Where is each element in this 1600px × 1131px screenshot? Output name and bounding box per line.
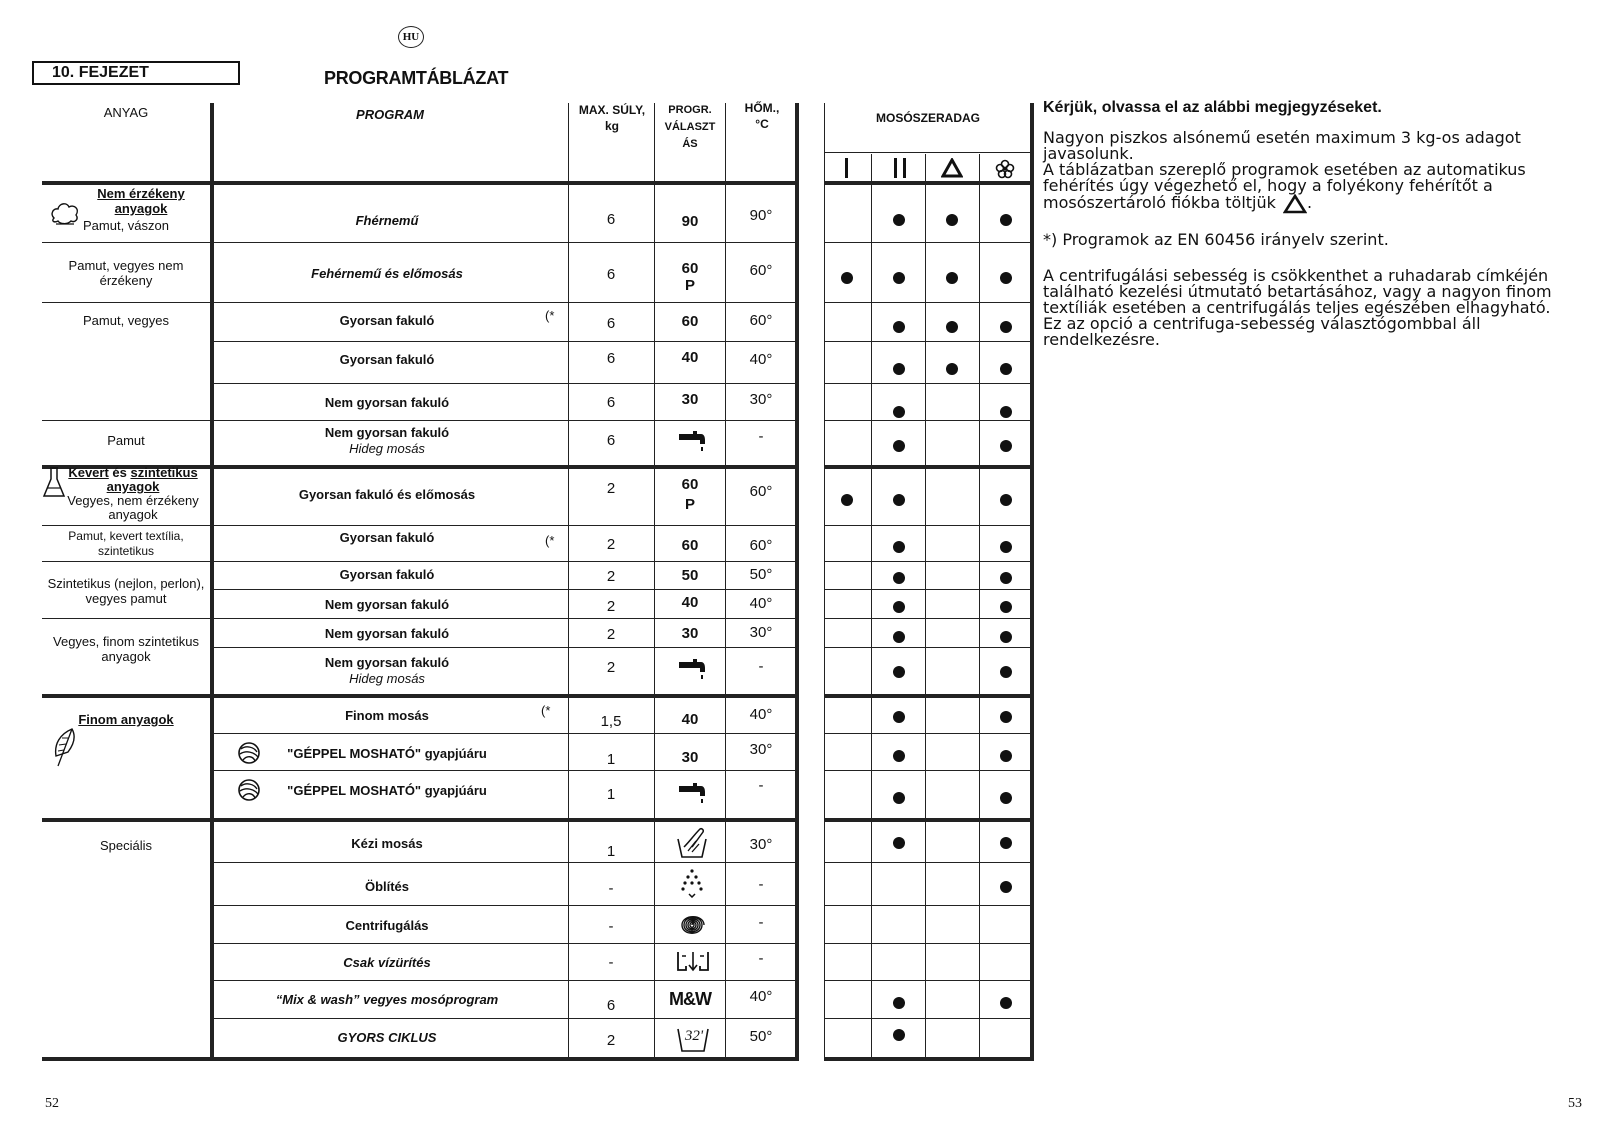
page-number-left: 52 <box>45 1096 59 1111</box>
column-header-temperature: HŐM., °C <box>744 101 780 131</box>
material-heading: Nem érzékeny anyagok <box>97 186 185 216</box>
temperature-value: - <box>758 428 764 445</box>
temperature-value: 60° <box>749 312 773 329</box>
drain-icon <box>676 948 710 978</box>
selector-value: 40 <box>681 349 699 366</box>
max-weight-value: 2 <box>606 659 616 676</box>
temperature-value: 60° <box>749 262 773 279</box>
dot <box>1000 750 1012 762</box>
dot <box>1000 494 1012 506</box>
dot <box>893 750 905 762</box>
dot <box>841 494 853 506</box>
temperature-value: 50° <box>749 1028 773 1045</box>
dot <box>1000 321 1012 333</box>
dot <box>1000 440 1012 452</box>
dot <box>1000 997 1012 1009</box>
column-header-selector: PROGR. VÁLASZT ÁS <box>664 104 716 150</box>
temperature-value: 30° <box>749 741 773 758</box>
dot <box>893 440 905 452</box>
program-name: Fhérnemű <box>355 213 419 228</box>
program-name: Nem gyorsan fakuló Hideg mosás <box>324 425 450 456</box>
dot <box>1000 837 1012 849</box>
material-heading: Finom anyagok <box>78 712 174 727</box>
program-name: Nem gyorsan fakuló Hideg mosás <box>324 655 450 686</box>
dot <box>1000 666 1012 678</box>
max-weight-value: 2 <box>606 480 616 497</box>
max-weight-value: 1,5 <box>600 713 622 730</box>
dot <box>1000 363 1012 375</box>
temperature-value: 40° <box>749 351 773 368</box>
dot <box>1000 792 1012 804</box>
program-name: GYORS CIKLUS <box>337 1030 437 1045</box>
softener-flower-icon <box>995 159 1015 179</box>
column-header-material: ANYAG <box>103 105 149 120</box>
max-weight-value: 1 <box>606 786 616 803</box>
program-name: "GÉPPEL MOSHATÓ" gyapjúáru <box>287 783 487 798</box>
material-cotton: Pamut <box>107 433 145 448</box>
rinse-icon <box>679 868 705 898</box>
max-weight-value: 2 <box>606 568 616 585</box>
cold-tap-icon <box>677 428 707 452</box>
program-name: “Mix & wash” vegyes mosóprogram <box>275 992 499 1007</box>
material-delicates-heading <box>42 712 210 727</box>
selector-value: 60 <box>681 537 699 554</box>
material-delicate-synthetic: Vegyes, finom szintetikus anyagok <box>53 634 199 664</box>
material-special: Speciális <box>99 838 153 853</box>
dot <box>893 997 905 1009</box>
column-header-program: PROGRAM <box>356 107 424 122</box>
notes-paragraph-1: Nagyon piszkos alsónemű esetén maximum 3 kg-os adagot javasolunk. <box>1043 128 1521 163</box>
dot <box>1000 711 1012 723</box>
program-name: Nem gyorsan fakuló <box>324 626 450 641</box>
max-weight-value: 6 <box>606 394 616 411</box>
dot <box>893 572 905 584</box>
dot <box>1000 881 1012 893</box>
detergent-slot-main-wash-icon <box>894 158 906 178</box>
max-weight-value: 6 <box>606 315 616 332</box>
dot <box>893 541 905 553</box>
program-name: Kézi mosás <box>351 836 423 851</box>
material-heading: Kevert és szintetikus anyagok <box>68 465 198 494</box>
selector-value: 30 <box>681 749 699 766</box>
dot <box>893 321 905 333</box>
detergent-slot-prewash-icon <box>845 158 848 178</box>
max-weight-value: 2 <box>606 598 616 615</box>
dot <box>893 363 905 375</box>
material-synthetic-heading <box>42 466 210 522</box>
dot <box>893 601 905 613</box>
temperature-value: 30° <box>749 836 773 853</box>
quick-cycle-label: 32' <box>684 1028 704 1044</box>
bleach-triangle-icon <box>1283 194 1307 214</box>
temperature-value: 40° <box>749 706 773 723</box>
material-synthetic-nylon: Szintetikus (nejlon, perlon), vegyes pamut <box>47 576 205 606</box>
max-weight-value: 1 <box>606 843 616 860</box>
dot <box>893 406 905 418</box>
dot <box>946 363 958 375</box>
dot <box>893 837 905 849</box>
dot <box>893 711 905 723</box>
column-header-max-weight: MAX. SÚLY, kg <box>578 103 646 133</box>
temperature-value: 30° <box>749 391 773 408</box>
temperature-value: - <box>758 914 764 931</box>
max-weight-value: - <box>608 880 614 897</box>
dot <box>1000 214 1012 226</box>
selector-value-mix-wash: M&W <box>669 989 711 1009</box>
temperature-value: 60° <box>749 537 773 554</box>
program-name: Gyorsan fakuló <box>339 313 435 328</box>
dot <box>893 494 905 506</box>
dot <box>893 1029 905 1041</box>
selector-value: 50 <box>681 567 699 584</box>
selector-value: 90 <box>681 213 699 230</box>
max-weight-value: 1 <box>606 751 616 768</box>
program-name: Gyorsan fakuló <box>339 567 435 582</box>
dot <box>893 631 905 643</box>
selector-value: 40 <box>681 711 699 728</box>
feather-icon <box>50 726 78 768</box>
selector-value: 60 P <box>681 476 699 513</box>
bleach-triangle-icon <box>941 158 963 178</box>
max-weight-value: 2 <box>606 626 616 643</box>
page-number-right: 53 <box>1568 1096 1582 1111</box>
temperature-value: - <box>758 658 764 675</box>
selector-value: 40 <box>681 594 699 611</box>
temperature-value: 30° <box>749 624 773 641</box>
hand-wash-icon <box>676 827 710 859</box>
max-weight-value: - <box>608 954 614 971</box>
program-name: Csak vízürítés <box>343 955 431 970</box>
dot <box>893 792 905 804</box>
selector-value: 30 <box>681 391 699 408</box>
program-name: Gyorsan fakuló és előmosás <box>298 487 476 502</box>
notes-paragraph-2: *) Programok az EN 60456 irányelv szerint. <box>1043 230 1389 249</box>
temperature-value: - <box>758 777 764 794</box>
material-text: Pamut, vászon <box>83 218 169 233</box>
dot <box>1000 572 1012 584</box>
temperature-value: - <box>758 950 764 967</box>
max-weight-value: 2 <box>606 1032 616 1049</box>
program-name: Centrifugálás <box>345 918 429 933</box>
chapter-label: 10. FEJEZET <box>32 61 240 85</box>
dot <box>946 214 958 226</box>
dot <box>893 666 905 678</box>
max-weight-value: 2 <box>606 536 616 553</box>
material-cotton-mixed-robust: Pamut, vegyes nem érzékeny <box>68 258 184 288</box>
dot <box>1000 406 1012 418</box>
selector-value: 60 <box>681 313 699 330</box>
program-name: Nem gyorsan fakuló <box>324 395 450 410</box>
max-weight-value: 6 <box>606 266 616 283</box>
selector-value: 30 <box>681 625 699 642</box>
footnote-marker: (* <box>545 533 555 548</box>
spin-icon <box>677 910 707 940</box>
notes-section <box>1043 100 1563 364</box>
flask-icon <box>42 466 66 500</box>
temperature-value: 50° <box>749 566 773 583</box>
notes-paragraph-3: A centrifugálási sebesség is csökkenthet a ruhadarab címkéjén található kezelési útmutató betartásához, vagy a nagyon finom textíliák esetében a centrifugálás teljes egészében elhagyható. Ez az opció a centrifuga-sebesség választógombbal áll rendelkezésre. <box>1043 266 1552 349</box>
program-name: Nem gyorsan fakuló <box>324 597 450 612</box>
program-name: Fehérnemű és előmosás <box>311 266 463 281</box>
dot <box>946 272 958 284</box>
notes-paragraph-1b: A táblázatban szereplő programok esetében az automatikus fehérítés úgy végezhető el, hogy a folyékony fehérítőt a mosószertároló fiókba töltjük . <box>1043 160 1526 212</box>
material-cotton-mixed: Pamut, vegyes <box>83 313 169 328</box>
notes-lead: Kérjük, olvassa el az alábbi megjegyzéseket. <box>1043 99 1382 116</box>
max-weight-value: 6 <box>606 432 616 449</box>
temperature-value: 40° <box>749 595 773 612</box>
program-name: "GÉPPEL MOSHATÓ" gyapjúáru <box>287 746 487 761</box>
cold-tap-icon <box>677 780 707 804</box>
dot <box>1000 541 1012 553</box>
column-header-detergent: MOSÓSZERADAG <box>875 111 980 125</box>
temperature-value: 40° <box>749 988 773 1005</box>
max-weight-value: 6 <box>606 350 616 367</box>
material-text: Vegyes, nem érzékeny anyagok <box>67 493 199 522</box>
max-weight-value: 6 <box>606 211 616 228</box>
temperature-value: 90° <box>749 207 773 224</box>
dot <box>893 214 905 226</box>
temperature-value: - <box>758 876 764 893</box>
cotton-boll-icon <box>48 200 82 228</box>
temperature-value: 60° <box>749 483 773 500</box>
max-weight-value: - <box>608 918 614 935</box>
program-name: Öblítés <box>364 879 410 894</box>
dot <box>893 272 905 284</box>
program-name: Gyorsan fakuló <box>339 352 435 367</box>
page-title: PROGRAMTÁBLÁZAT <box>324 68 509 88</box>
selector-value: 60 P <box>681 260 699 294</box>
dot <box>1000 631 1012 643</box>
footnote-marker: (* <box>545 308 555 323</box>
material-cotton-blend-synthetic: Pamut, kevert textília, szintetikus <box>68 529 184 558</box>
max-weight-value: 6 <box>606 997 616 1014</box>
program-name: Gyorsan fakuló <box>339 530 435 545</box>
dot <box>1000 272 1012 284</box>
dot <box>1000 601 1012 613</box>
footnote-marker: (* <box>541 703 551 718</box>
dot <box>946 321 958 333</box>
language-badge: HU <box>398 26 424 48</box>
program-name: Finom mosás <box>345 708 429 723</box>
cold-tap-icon <box>677 656 707 680</box>
dot <box>841 272 853 284</box>
